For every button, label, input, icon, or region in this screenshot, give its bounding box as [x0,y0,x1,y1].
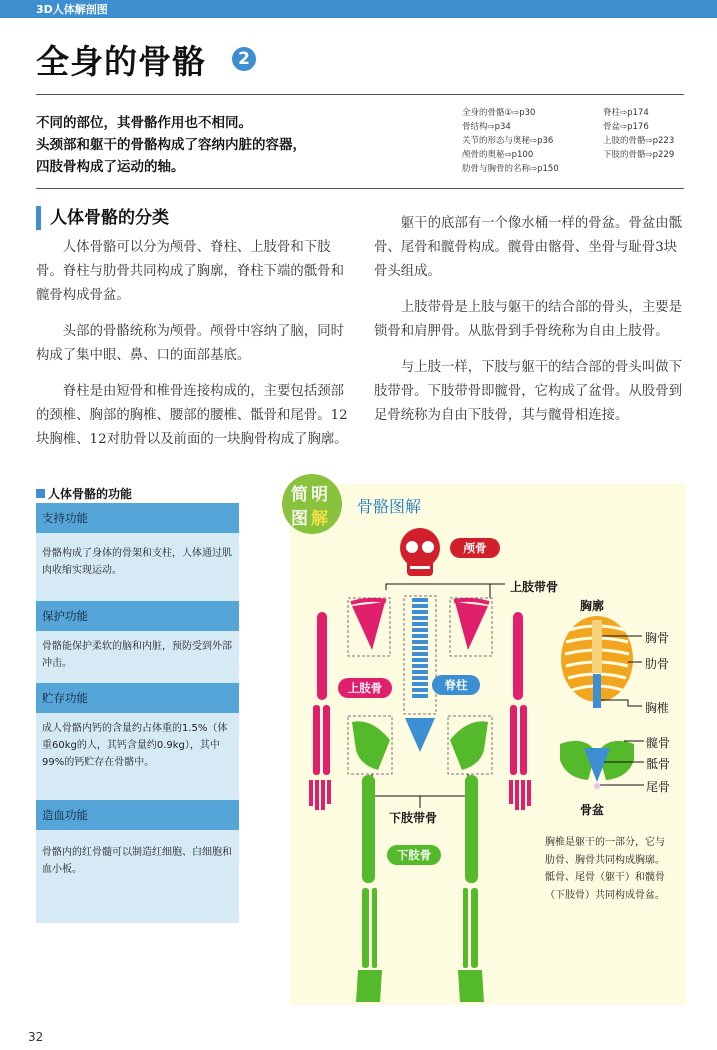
skull-icon [400,528,440,576]
function-title: 贮存功能 [36,683,239,713]
function-text: 成人骨骼内钙的含量约占体重的1.5%（体重60kg的人，其钙含量约0.9kg），其中99%的钙贮存在骨骼中。 [36,713,239,802]
page-number: 32 [28,1030,44,1044]
hip-bone-left [352,721,390,770]
upper-girdle-pointer [386,584,505,590]
function-title: 造血功能 [36,800,239,830]
spine-label: 脊柱 [432,675,480,695]
lower-girdle-pointer [372,774,468,796]
lower-limb-left [356,775,382,1002]
paragraph: 躯干的底部有一个像水桶一样的骨盆。骨盆由骶骨、尾骨和髋骨构成。髋骨由髂骨、坐骨与耻骨3块骨头组成。 [374,216,682,279]
paragraph: 与上肢一样，下肢与躯干的结合部的骨头叫做下肢带骨。下肢带骨即髋骨，它构成了盆骨。从股骨到足骨统称为自由下肢骨，其与髋骨相连接。 [374,360,682,423]
thoracic-vertebrae-label: 胸椎 [645,701,670,715]
section-title: 人体骨骼的分类 [36,206,169,230]
diagram-description: 胸椎是躯干的一部分，它与肋骨、胸骨共同构成胸廓。骶骨、尾骨（躯干）和髋骨（下肢骨）共同构成骨盆。 [545,837,665,901]
ref-link[interactable]: 下肢的骨骼⇨p229 [603,150,675,160]
function-title: 保护功能 [36,601,239,631]
ref-link[interactable]: 肋骨与胸骨的名称⇨p150 [462,164,559,174]
quick-guide-badge [282,474,342,534]
paragraph: 上肢带骨是上肢与躯干的结合部的骨头，主要是锁骨和肩胛骨。从肱骨到手骨统称为自由上肢骨。 [374,300,682,339]
lower-limb-label: 下肢骨 [387,845,441,865]
function-text: 骨骼能保护柔软的脑和内脏，预防受到外部冲击。 [36,631,239,683]
title-number-badge: 2 [232,47,256,71]
intro-line: 不同的部位，其骨骼作用也不相同。 [36,115,252,131]
lower-girdle-label: 下肢带骨 [389,811,438,825]
hip-bone-right [450,721,488,770]
lower-limb-right [458,775,484,1002]
paragraph: 头部的骨骼统称为颅骨。颅骨中容纳了脑，同时构成了集中眼、鼻、口的面部基底。 [36,324,344,363]
badge-char: 解 [311,509,328,529]
thorax-icon [561,616,633,708]
paragraph: 脊柱是由短骨和椎骨连接构成的，主要包括颈部的颈椎、胸部的胸椎、腰部的腰椎、骶骨和尾骨。12块胸椎、12对肋骨以及前面的一块胸骨构成了胸廓。 [36,384,348,447]
intro-line: 头颈部和躯干的骨骼构成了容纳内脏的容器， [36,137,306,153]
ref-link[interactable]: 骨结构⇨p34 [462,122,511,132]
ref-link[interactable]: 全身的骨骼①⇨p30 [462,108,536,118]
ribs-label: 肋骨 [645,657,670,671]
ref-link[interactable]: 颅骨的奥秘⇨p100 [462,150,534,160]
badge-char: 明 [311,485,328,505]
spine-icon [405,598,435,752]
ref-link[interactable]: 脊柱⇨p174 [603,108,649,118]
ref-link[interactable]: 骨盆⇨p176 [603,122,649,132]
upper-limb-right [509,612,531,810]
scapula-left [352,602,385,650]
function-text: 骨骼内的红骨髓可以制造红细胞、白细胞和血小板。 [36,830,239,923]
upper-limb-left [309,612,331,810]
coccyx-label: 尾骨 [646,780,671,794]
scapula-right [455,602,488,650]
series-label: 3D人体解剖图 [36,3,108,16]
sacrum-label: 骶骨 [646,757,671,771]
pelvis-icon [560,741,634,789]
badge-char: 图 [291,509,308,529]
ref-link[interactable]: 关节的形态与奥秘⇨p36 [462,136,554,146]
sternum-label: 胸骨 [645,631,670,645]
badge-char: 简 [291,485,308,505]
diagram-title: 骨骼图解 [357,497,422,516]
thorax-label: 胸廓 [580,599,605,613]
skull-label: 颅骨 [450,538,500,558]
upper-limb-label: 上肢骨 [338,678,392,698]
function-text: 骨骼构成了身体的骨架和支柱，人体通过肌肉收缩实现运动。 [36,533,239,605]
functions-heading-label: 人体骨骼的功能 [48,487,133,501]
upper-girdle-label: 上肢带骨 [510,580,559,594]
function-title: 支持功能 [36,503,239,533]
pelvis-label: 骨盆 [580,803,605,817]
ref-link[interactable]: 上肢的骨骼⇨p223 [603,136,675,146]
hip-bone-label: 髋骨 [646,736,671,750]
paragraph: 人体骨骼可以分为颅骨、脊柱、上肢骨和下肢骨。脊柱与肋骨共同构成了胸廓，脊柱下端的骶骨和髋骨构成骨盆。 [36,240,344,303]
intro-line: 四肢骨构成了运动的轴。 [36,159,185,175]
page-title: 全身的骨骼 [36,42,206,81]
